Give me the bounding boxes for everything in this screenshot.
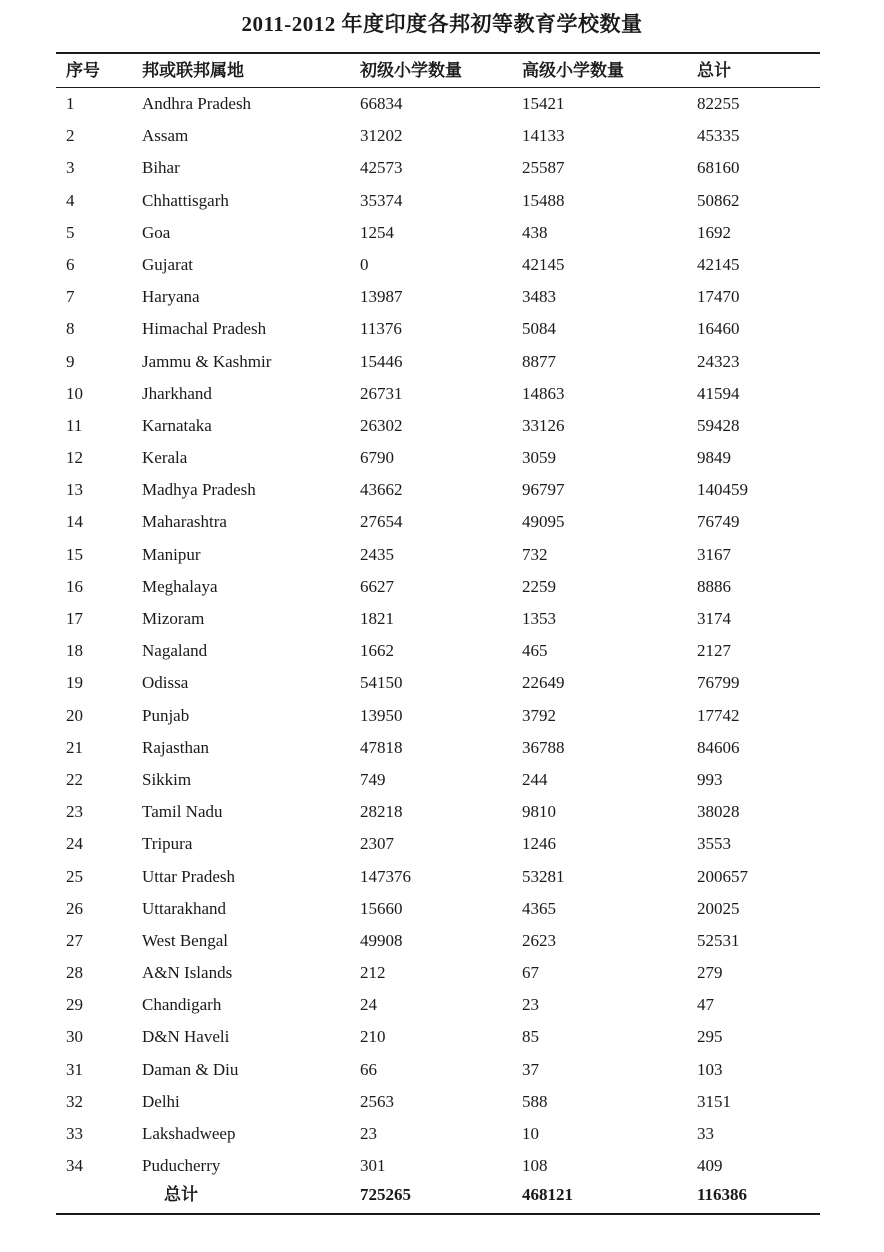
row-state: Daman & Diu	[142, 1059, 239, 1079]
row-state: Manipur	[142, 544, 201, 564]
total-upper: 468121	[522, 1185, 573, 1204]
table-row	[0, 410, 884, 442]
row-total: 3167	[697, 544, 731, 564]
table-row	[0, 378, 884, 410]
table-row	[0, 281, 884, 313]
row-primary: 749	[360, 769, 386, 789]
row-total: 45335	[697, 126, 740, 146]
row-primary: 35374	[360, 190, 403, 210]
header-state: 邦或联邦属地	[142, 61, 244, 80]
row-primary: 2435	[360, 544, 394, 564]
header-primary: 初级小学数量	[360, 61, 462, 80]
row-total: 82255	[697, 94, 740, 113]
row-primary: 66834	[360, 94, 403, 113]
row-upper: 25587	[522, 158, 565, 178]
table-row	[0, 1054, 884, 1086]
row-index: 19	[66, 673, 83, 693]
row-state: Chhattisgarh	[142, 190, 229, 210]
row-state: Sikkim	[142, 769, 192, 789]
row-primary: 24	[360, 995, 377, 1015]
row-total: 76749	[697, 512, 740, 532]
row-index: 6	[66, 254, 75, 274]
row-primary: 1254	[360, 222, 394, 242]
row-total: 3151	[697, 1091, 731, 1111]
table-header	[0, 57, 884, 85]
row-index: 7	[66, 287, 75, 307]
row-total: 295	[697, 1027, 723, 1047]
row-state: Puducherry	[142, 1156, 221, 1176]
total-label: 总计	[164, 1185, 198, 1204]
row-upper: 8877	[522, 351, 556, 371]
row-state: Delhi	[142, 1091, 180, 1111]
row-index: 30	[66, 1027, 83, 1047]
row-state: Uttarakhand	[142, 898, 227, 918]
table-row	[0, 989, 884, 1021]
row-upper: 438	[522, 222, 548, 242]
row-total: 8886	[697, 576, 731, 596]
row-upper: 23	[522, 995, 539, 1015]
row-upper: 33126	[522, 415, 565, 435]
table-row	[0, 764, 884, 796]
row-total: 76799	[697, 673, 740, 693]
row-index: 22	[66, 769, 83, 789]
row-index: 4	[66, 190, 75, 210]
row-index: 9	[66, 351, 75, 371]
table-row	[0, 1021, 884, 1053]
table-row	[0, 796, 884, 828]
row-total: 42145	[697, 254, 740, 274]
table-row	[0, 217, 884, 249]
table-row	[0, 346, 884, 378]
row-primary: 147376	[360, 866, 411, 886]
table-row	[0, 474, 884, 506]
row-total: 409	[697, 1156, 723, 1176]
row-primary: 28218	[360, 802, 403, 822]
total-primary: 725265	[360, 1185, 411, 1204]
row-state: Tripura	[142, 834, 193, 854]
row-index: 5	[66, 222, 75, 242]
row-index: 28	[66, 963, 83, 983]
row-upper: 14133	[522, 126, 565, 146]
row-upper: 3483	[522, 287, 556, 307]
row-upper: 49095	[522, 512, 565, 532]
row-state: Assam	[142, 126, 189, 146]
header-total: 总计	[697, 61, 731, 80]
header-upper: 高级小学数量	[522, 61, 624, 80]
row-upper: 9810	[522, 802, 556, 822]
table-row	[0, 828, 884, 860]
row-upper: 3792	[522, 705, 556, 725]
row-primary: 2563	[360, 1091, 394, 1111]
row-state: Jharkhand	[142, 383, 212, 403]
row-upper: 244	[522, 769, 548, 789]
row-upper: 108	[522, 1156, 548, 1176]
row-index: 25	[66, 866, 83, 886]
row-index: 10	[66, 383, 83, 403]
row-state: Kerala	[142, 448, 188, 468]
row-total: 68160	[697, 158, 740, 178]
row-state: Punjab	[142, 705, 190, 725]
table-top-rule	[56, 52, 820, 54]
row-upper: 15488	[522, 190, 565, 210]
row-total: 59428	[697, 415, 740, 435]
row-total: 38028	[697, 802, 740, 822]
row-state: Andhra Pradesh	[142, 94, 252, 113]
row-primary: 6627	[360, 576, 394, 596]
table-row	[0, 700, 884, 732]
row-primary: 212	[360, 963, 386, 983]
row-total: 16460	[697, 319, 740, 339]
row-state: Karnataka	[142, 415, 212, 435]
row-primary: 26731	[360, 383, 403, 403]
row-index: 11	[66, 415, 83, 435]
row-state: Himachal Pradesh	[142, 319, 267, 339]
table-row	[0, 313, 884, 345]
row-total: 47	[697, 995, 714, 1015]
row-primary: 210	[360, 1027, 386, 1047]
row-total: 9849	[697, 448, 731, 468]
row-primary: 23	[360, 1124, 377, 1143]
row-upper: 5084	[522, 319, 556, 339]
row-state: A&N Islands	[142, 963, 233, 983]
row-primary: 47818	[360, 737, 403, 757]
table-row	[0, 861, 884, 893]
row-upper: 588	[522, 1091, 548, 1111]
table-row	[0, 506, 884, 538]
row-index: 32	[66, 1091, 83, 1111]
row-total: 2127	[697, 641, 731, 661]
row-state: Chandigarh	[142, 995, 222, 1015]
table-row	[0, 1086, 884, 1118]
table-row	[0, 635, 884, 667]
table-row	[0, 603, 884, 635]
row-primary: 6790	[360, 448, 394, 468]
row-primary: 54150	[360, 673, 403, 693]
header-index: 序号	[66, 61, 100, 80]
row-state: West Bengal	[142, 930, 228, 950]
row-index: 23	[66, 802, 83, 822]
row-index: 14	[66, 512, 83, 532]
row-state: Odissa	[142, 673, 189, 693]
row-state: Uttar Pradesh	[142, 866, 236, 886]
row-state: Haryana	[142, 287, 200, 307]
table-row	[0, 539, 884, 571]
row-primary: 0	[360, 254, 369, 274]
row-upper: 4365	[522, 898, 556, 918]
row-total: 993	[697, 769, 723, 789]
table-bottom-rule	[56, 1213, 820, 1215]
row-state: Gujarat	[142, 254, 193, 274]
row-upper: 10	[522, 1124, 539, 1143]
table-row	[0, 957, 884, 989]
row-state: Tamil Nadu	[142, 802, 223, 822]
row-primary: 15446	[360, 351, 403, 371]
row-upper: 53281	[522, 866, 565, 886]
row-primary: 43662	[360, 480, 403, 500]
row-total: 41594	[697, 383, 740, 403]
table-row	[0, 1150, 884, 1182]
row-total: 50862	[697, 190, 740, 210]
row-primary: 42573	[360, 158, 403, 178]
row-index: 13	[66, 480, 83, 500]
row-upper: 67	[522, 963, 539, 983]
row-total: 1692	[697, 222, 731, 242]
table-row	[0, 442, 884, 474]
row-primary: 49908	[360, 930, 403, 950]
row-state: Bihar	[142, 158, 180, 178]
row-total: 20025	[697, 898, 740, 918]
row-total: 33	[697, 1124, 714, 1143]
row-index: 2	[66, 126, 75, 146]
row-upper: 22649	[522, 673, 565, 693]
row-upper: 14863	[522, 383, 565, 403]
row-primary: 13950	[360, 705, 403, 725]
row-state: Meghalaya	[142, 576, 218, 596]
table-row	[0, 667, 884, 699]
row-index: 12	[66, 448, 83, 468]
row-index: 3	[66, 158, 75, 178]
row-primary: 13987	[360, 287, 403, 307]
table-row	[0, 152, 884, 184]
table-row	[0, 893, 884, 925]
row-primary: 15660	[360, 898, 403, 918]
row-primary: 66	[360, 1059, 377, 1079]
row-primary: 301	[360, 1156, 386, 1176]
row-state: Rajasthan	[142, 737, 210, 757]
row-total: 140459	[697, 480, 748, 500]
row-upper: 36788	[522, 737, 565, 757]
row-state: D&N Haveli	[142, 1027, 230, 1047]
table-row	[0, 120, 884, 152]
row-index: 8	[66, 319, 75, 339]
table-row	[0, 1118, 884, 1150]
table-body	[0, 88, 884, 1182]
row-state: Jammu & Kashmir	[142, 351, 272, 371]
table-row	[0, 732, 884, 764]
row-index: 21	[66, 737, 83, 757]
row-state: Maharashtra	[142, 512, 227, 532]
row-total: 84606	[697, 737, 740, 757]
row-primary: 2307	[360, 834, 394, 854]
total-total: 116386	[697, 1185, 748, 1204]
row-upper: 15421	[522, 94, 565, 113]
row-index: 17	[66, 609, 83, 628]
row-index: 31	[66, 1059, 83, 1079]
row-primary: 11376	[360, 319, 402, 339]
row-total: 103	[697, 1059, 723, 1079]
row-index: 26	[66, 898, 83, 918]
row-upper: 1246	[522, 834, 556, 854]
row-state: Madhya Pradesh	[142, 480, 256, 500]
row-index: 20	[66, 705, 83, 725]
row-state: Mizoram	[142, 609, 205, 628]
row-upper: 37	[522, 1059, 539, 1079]
row-primary: 31202	[360, 126, 403, 146]
table-row	[0, 249, 884, 281]
row-total: 3174	[697, 609, 731, 628]
row-index: 34	[66, 1156, 83, 1176]
row-upper: 3059	[522, 448, 556, 468]
row-index: 1	[66, 94, 75, 113]
row-upper: 1353	[522, 609, 556, 628]
table-row	[0, 88, 884, 120]
table-row	[0, 571, 884, 603]
row-state: Goa	[142, 222, 171, 242]
row-total: 17470	[697, 287, 740, 307]
row-primary: 1821	[360, 609, 394, 628]
table-row	[0, 925, 884, 957]
row-upper: 2259	[522, 576, 556, 596]
row-state: Lakshadweep	[142, 1124, 236, 1143]
row-index: 29	[66, 995, 83, 1015]
row-primary: 26302	[360, 415, 403, 435]
row-upper: 42145	[522, 254, 565, 274]
row-index: 16	[66, 576, 83, 596]
row-total: 3553	[697, 834, 731, 854]
row-index: 15	[66, 544, 83, 564]
row-total: 17742	[697, 705, 740, 725]
row-state: Nagaland	[142, 641, 208, 661]
row-upper: 2623	[522, 930, 556, 950]
row-upper: 732	[522, 544, 548, 564]
row-total: 24323	[697, 351, 740, 371]
row-index: 33	[66, 1124, 83, 1143]
table-total-row	[0, 1179, 884, 1211]
row-index: 27	[66, 930, 83, 950]
row-primary: 27654	[360, 512, 403, 532]
row-upper: 96797	[522, 480, 565, 500]
row-index: 24	[66, 834, 83, 854]
table-row	[0, 185, 884, 217]
row-upper: 85	[522, 1027, 539, 1047]
row-index: 18	[66, 641, 83, 661]
row-total: 52531	[697, 930, 740, 950]
row-total: 279	[697, 963, 723, 983]
page-title: 2011-2012 年度印度各邦初等教育学校数量	[241, 12, 643, 36]
row-total: 200657	[697, 866, 748, 886]
row-primary: 1662	[360, 641, 394, 661]
row-upper: 465	[522, 641, 548, 661]
